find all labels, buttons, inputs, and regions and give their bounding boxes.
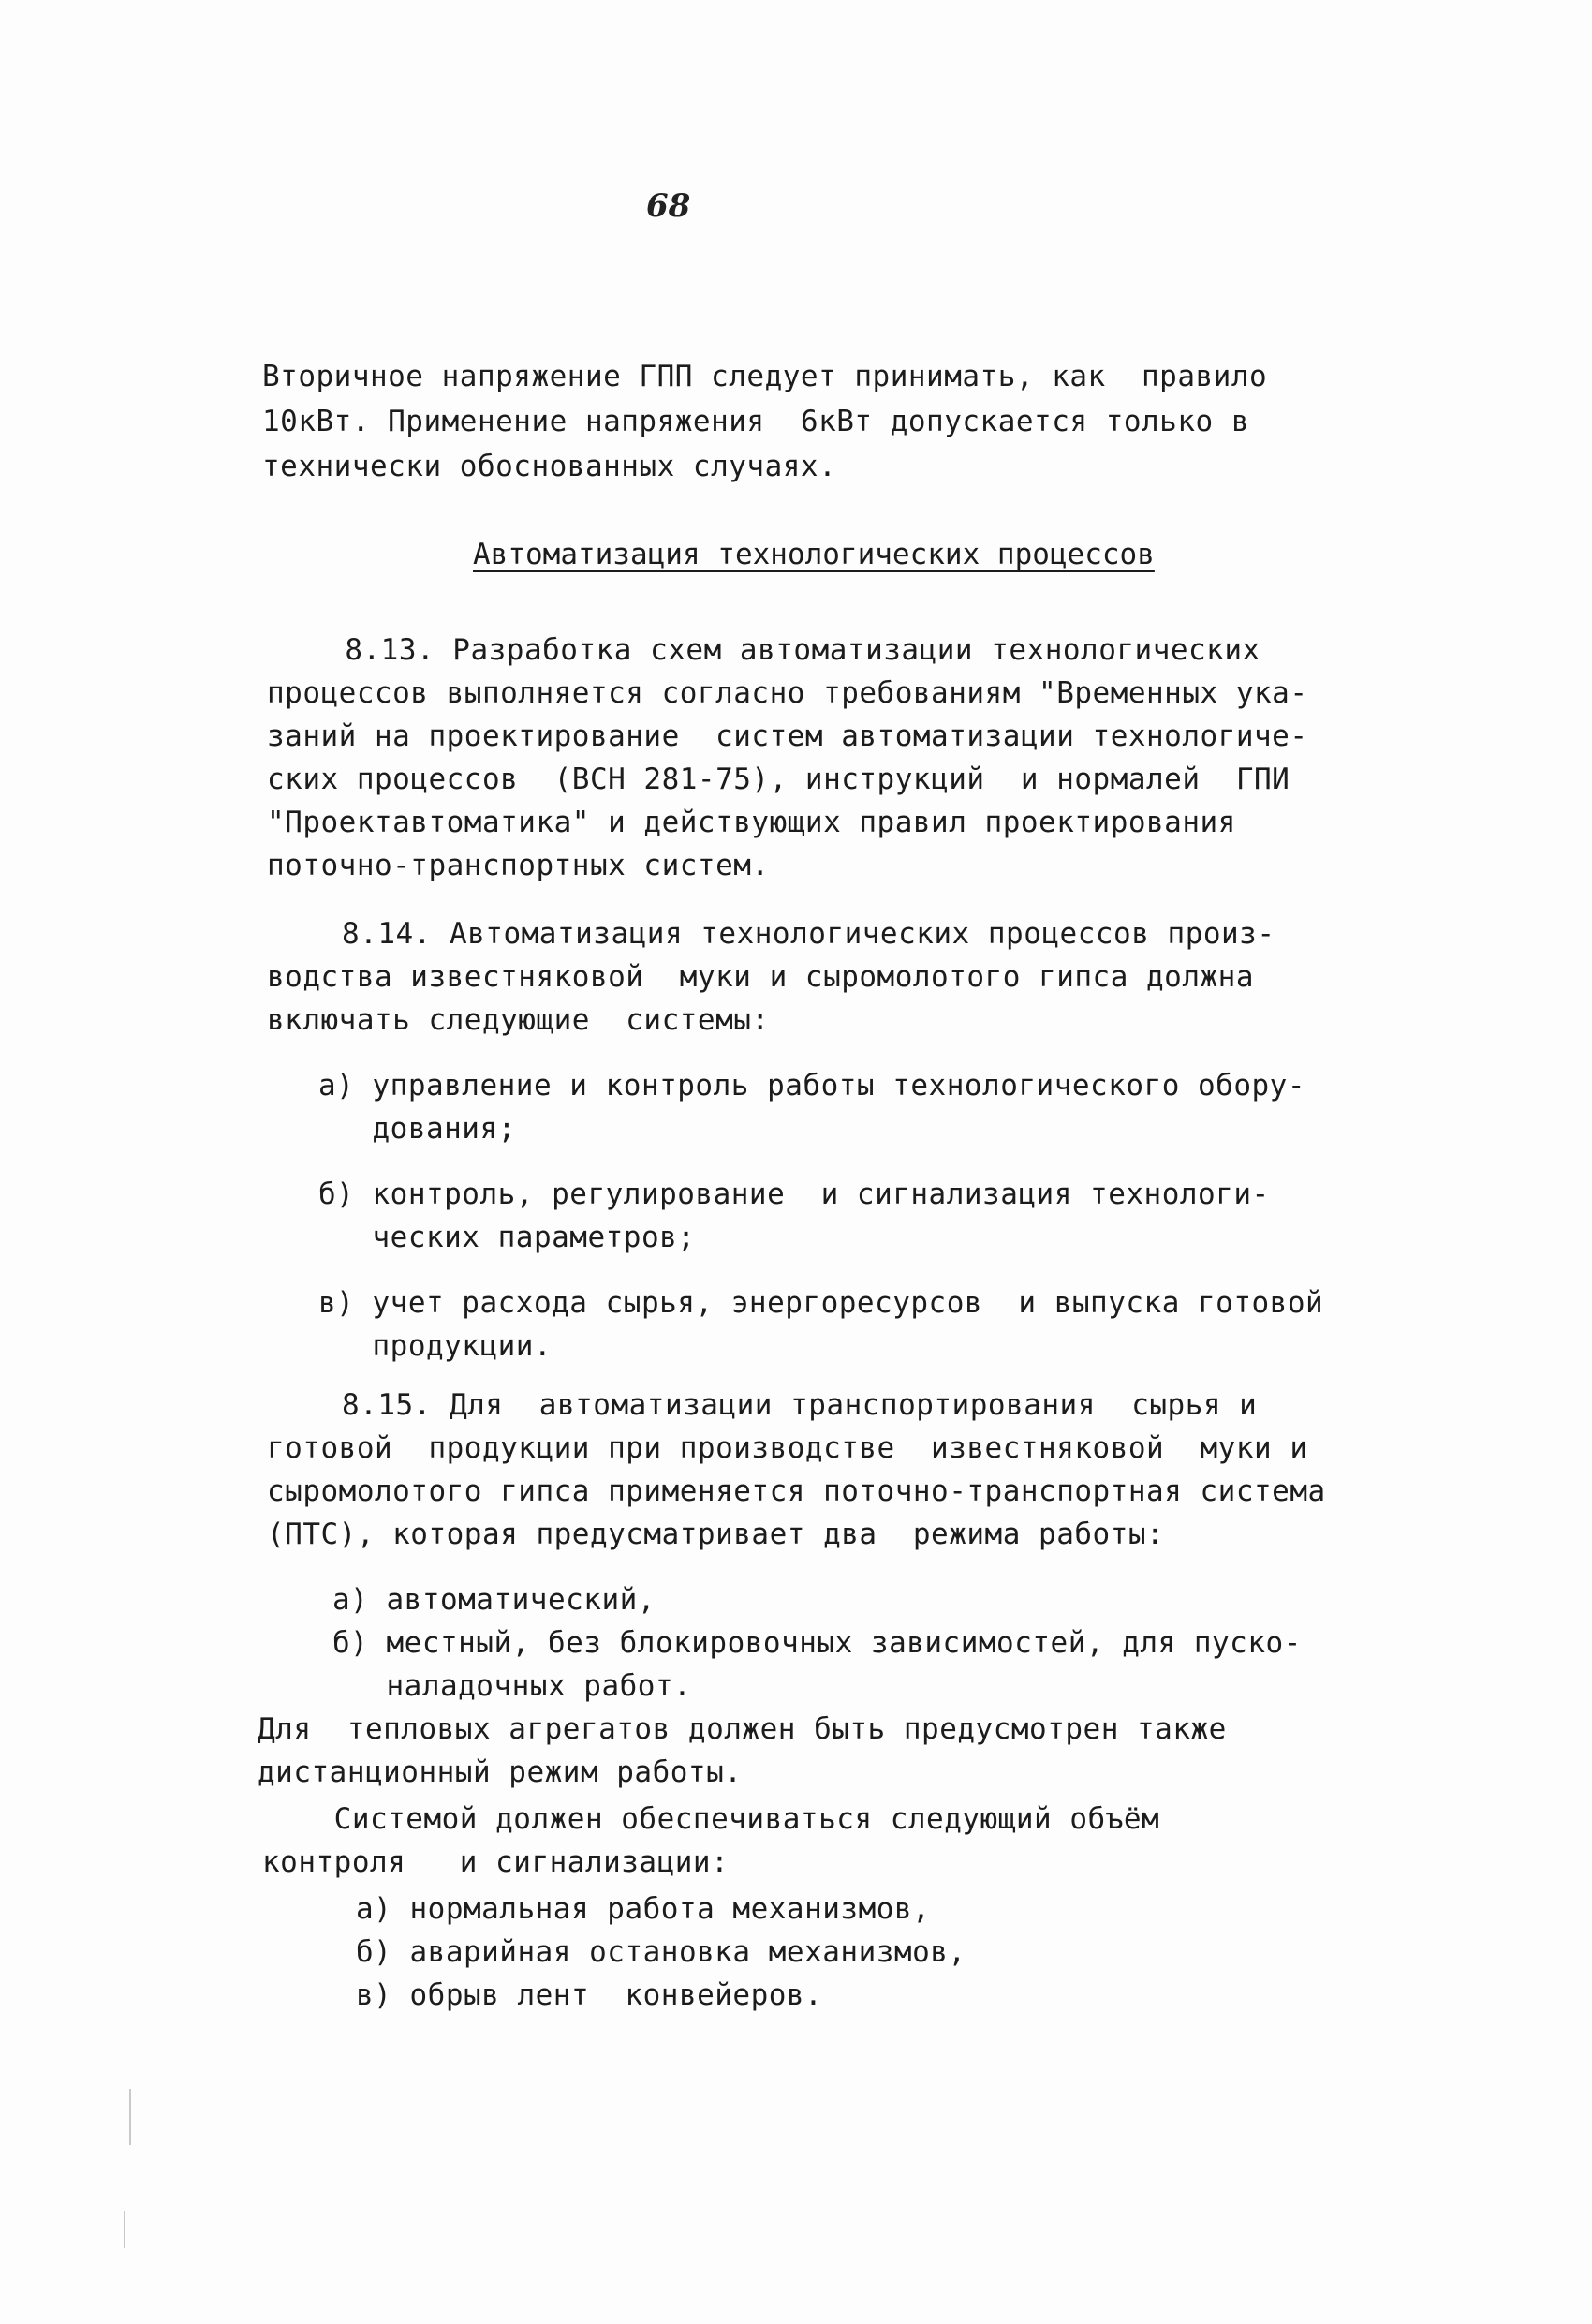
list-item: наладочных работ. — [332, 1669, 692, 1703]
remote-mode-line: Для тепловых агрегатов должен быть предусмотрен также — [258, 1712, 1227, 1746]
paragraph-8-13-line: поточно-транспортных систем. — [267, 849, 770, 882]
control-line: Системой должен обеспечиваться следующий объём — [262, 1802, 1160, 1836]
page-number: 68 — [646, 187, 691, 225]
scan-artifact — [129, 2089, 131, 2145]
paragraph-8-15-line: 8.15. Для автоматизации транспортирования сырья и — [342, 1388, 1258, 1422]
remote-mode-line: дистанционный режим работы. — [258, 1755, 743, 1789]
paragraph-8-14-line: водства известняковой муки и сыромолотого гипса должна — [267, 960, 1254, 994]
list-item: а) автоматический, — [332, 1583, 656, 1617]
paragraph-8-15-line: (ПТС), которая предусматривает два режима работы: — [267, 1517, 1165, 1551]
paragraph-8-15-line: сыромолотого гипса применяется поточно-транспортная система — [267, 1474, 1326, 1508]
paragraph-8-13-line: "Проектавтоматика" и действующих правил проектирования — [267, 806, 1236, 839]
list-item: б) контроль, регулирование и сигнализация технологи- — [318, 1177, 1270, 1211]
list-item: а) нормальная работа механизмов, — [356, 1892, 931, 1926]
list-item: б) аварийная остановка механизмов, — [356, 1935, 966, 1969]
list-item: в) учет расхода сырья, энергоресурсов и выпуска готовой — [318, 1286, 1324, 1320]
paragraph-8-13-line: заний на проектирование систем автоматизации технологиче- — [267, 719, 1308, 753]
list-item: а) управление и контроль работы технологического обору- — [318, 1069, 1305, 1103]
paragraph-8-13-line: процессов выполняется согласно требованиям "Временных ука- — [267, 676, 1308, 710]
section-heading: Автоматизация технологических процессов — [473, 538, 1155, 571]
list-item: ческих параметров; — [318, 1221, 696, 1254]
list-item: продукции. — [318, 1329, 553, 1363]
list-item: в) обрыв лент конвейеров. — [356, 1978, 823, 2012]
intro-line: технически обоснованных случаях. — [262, 450, 837, 483]
paragraph-8-14-line: включать следующие системы: — [267, 1003, 770, 1037]
paragraph-8-15-line: готовой продукции при производстве известняковой муки и — [267, 1431, 1308, 1465]
paragraph-8-13-line: ских процессов (ВСН 281-75), инструкций и нормалей ГПИ — [267, 762, 1290, 796]
list-item: дования; — [318, 1112, 516, 1146]
list-item: б) местный, без блокировочных зависимостей, для пуско- — [332, 1626, 1302, 1660]
paragraph-8-14-line: 8.14. Автоматизация технологических процессов произ- — [342, 917, 1275, 951]
intro-line: Вторичное напряжение ГПП следует принимать, как правило — [262, 360, 1268, 393]
control-line: контроля и сигнализации: — [262, 1845, 730, 1879]
scan-artifact — [124, 2211, 125, 2248]
intro-line: 10кВт. Применение напряжения 6кВт допускается только в — [262, 405, 1249, 438]
paragraph-8-13-line: 8.13. Разработка схем автоматизации технологических — [309, 633, 1260, 667]
